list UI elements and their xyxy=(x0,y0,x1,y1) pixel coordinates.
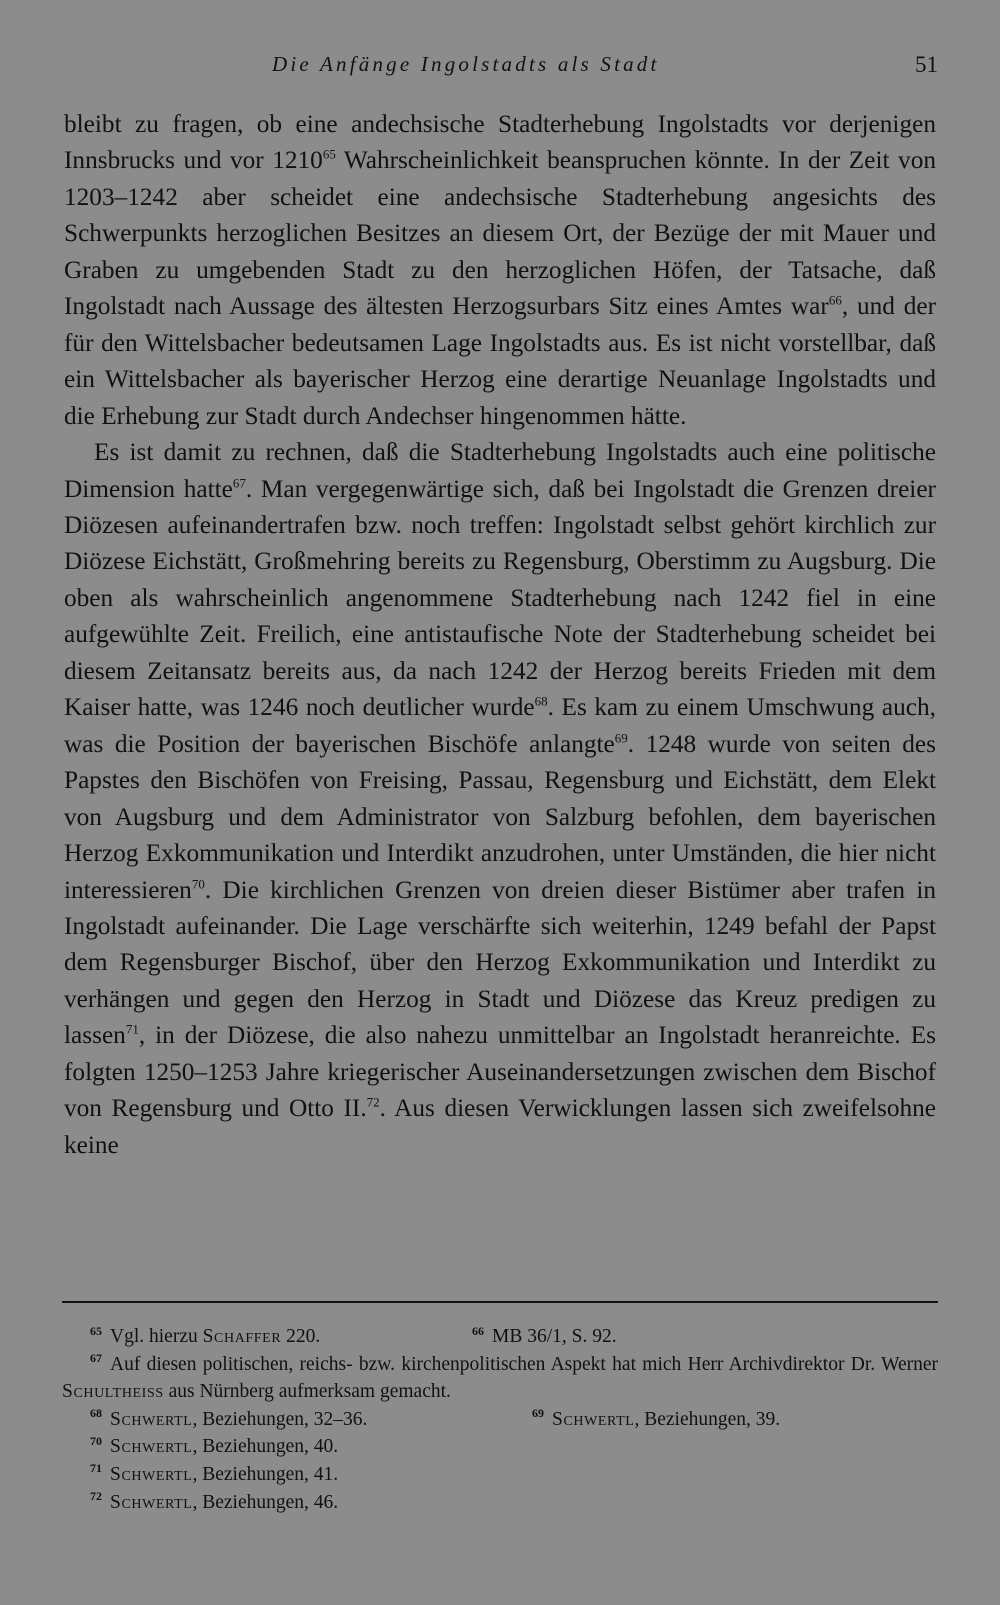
author-name: Schwertl xyxy=(552,1408,635,1430)
footnote-text: , Beziehungen, 46. xyxy=(192,1491,339,1513)
footnote-ref-72[interactable]: 72 xyxy=(366,1094,380,1110)
footnote-ref-68[interactable]: 68 xyxy=(534,693,548,709)
author-name: Schultheiss xyxy=(62,1381,164,1403)
footnote-text: , Beziehungen, 41. xyxy=(192,1463,339,1485)
footnote-ref-65[interactable]: 65 xyxy=(322,147,336,163)
footnote-text: 220. xyxy=(281,1326,321,1347)
text-run: , und der für den Wittelsbacher bedeutsamen Lage Ingolstadts aus. Es ist nicht vorstellbar, daß ein Wittelsbacher als bayerischer Herzog eine derartige Neuanlage Ingolstadts und die Erhebung zur Stadt durch Andechser hingenommen hätte. xyxy=(64,292,936,430)
footnote-row xyxy=(62,1433,938,1461)
footnote-ref-67[interactable]: 67 xyxy=(232,475,246,491)
footnote-number: 65 xyxy=(90,1323,102,1338)
author-name: Schwertl xyxy=(110,1491,193,1513)
footnote-text: Vgl. hierzu xyxy=(110,1326,203,1347)
author-name: Schwertl xyxy=(110,1436,193,1458)
footnote-ref-69[interactable]: 69 xyxy=(614,730,628,746)
footnote-71 xyxy=(90,1461,338,1489)
footnote-row xyxy=(62,1406,938,1434)
footnote-65 xyxy=(90,1323,320,1351)
paragraph-2 xyxy=(64,434,936,1163)
footnote-ref-71[interactable]: 71 xyxy=(125,1021,139,1037)
author-name: Schaffer xyxy=(202,1326,282,1347)
footnote-row xyxy=(62,1323,938,1351)
footnote-70 xyxy=(90,1433,338,1461)
author-name: Schwertl xyxy=(110,1463,193,1485)
footnote-text: Auf diesen politischen, reichs- bzw. kirchenpolitischen Aspekt hat mich Herr Archivdirektor Dr. Werner xyxy=(110,1353,938,1375)
footnote-row xyxy=(62,1489,938,1517)
text-run: Wahrscheinlichkeit beanspruchen könnte. In der Zeit von 1203–1242 aber scheidet eine andechsische Stadterhebung angesichts des Schwerpunkts herzoglichen Besitzes an diesem Ort, der Bezüge der mit Mauer und Graben zu umgebenden Stadt zu den herzoglichen Höfen, der Tatsache, daß Ingolstadt nach Aussage des ältesten Herzogsurbars Sitz eines Amtes war xyxy=(64,146,936,321)
running-head-title: Die Anfänge Ingolstadts als Stadt xyxy=(272,52,660,76)
text-run: , in der Diözese, die also nahezu unmittelbar an Ingolstadt heranreichte. Es folgten 1250–1253 Jahre kriegerischer Auseinandersetzungen zwischen dem Bischof von Regensburg und Otto II. xyxy=(64,1021,936,1123)
text-run: . Aus diesen Verwicklungen lassen sich zweifelsohne keine xyxy=(64,1094,937,1159)
text-run: . Die kirchlichen Grenzen von dreien dieser Bistümer aber trafen in Ingolstadt aufeinander. Die Lage verschärfte sich weiterhin, 1249 befahl der Papst dem Regensburger Bischof, über den Herzog Exkommunikation und Interdikt zu verhängen und gegen den Herzog in Stadt und Diözese das Kreuz predigen zu lassen xyxy=(64,875,936,1050)
footnote-number: 66 xyxy=(472,1323,484,1338)
page-number: 51 xyxy=(915,52,938,77)
paragraph-1 xyxy=(64,106,936,434)
footnote-divider xyxy=(62,1301,938,1303)
text-run: . 1248 wurde von seiten des Papstes den Bischöfen von Freising, Passau, Regensburg und Eichstätt, dem Elekt von Augsburg und dem Administrator von Salzburg befohlen, dem bayerischen Herzog Exkommunikation und Interdikt anzudrohen, unter Umständen, die hier nicht interessieren xyxy=(64,729,936,904)
footnote-number: 71 xyxy=(90,1461,102,1476)
footnote-number: 67 xyxy=(90,1351,102,1366)
author-name: Schwertl xyxy=(110,1408,193,1430)
footnote-text: aus Nürnberg aufmerksam gemacht. xyxy=(163,1381,451,1403)
text-run: bleibt zu fragen, ob eine andechsische Stadterhebung Ingolstadts vor derjenigen Innsbrucks und vor 1210 xyxy=(64,110,936,175)
footnote-69 xyxy=(532,1406,780,1434)
text-run: . Es kam zu einem Umschwung auch, was die Position der bayerischen Bischöfe anlangte xyxy=(64,693,936,758)
footnote-number: 70 xyxy=(90,1433,102,1448)
footnote-72 xyxy=(90,1489,338,1517)
footnote-number: 69 xyxy=(532,1406,544,1421)
footnote-row xyxy=(62,1461,938,1489)
text-run: Es ist damit zu rechnen, daß die Stadterhebung Ingolstadts auch eine politische Dimension hatte xyxy=(64,438,936,503)
book-page xyxy=(62,0,938,1605)
footnote-text: MB 36/1, S. 92. xyxy=(492,1326,617,1347)
running-head xyxy=(62,48,938,88)
footnote-text: , Beziehungen, 32–36. xyxy=(192,1408,368,1430)
footnote-text: , Beziehungen, 39. xyxy=(634,1408,781,1430)
footnote-ref-70[interactable]: 70 xyxy=(191,876,205,892)
footnote-67 xyxy=(62,1351,938,1406)
footnote-66 xyxy=(472,1323,617,1351)
footnote-ref-66[interactable]: 66 xyxy=(828,292,842,308)
body-text xyxy=(64,106,936,1163)
footnote-number: 68 xyxy=(90,1406,102,1421)
text-run: . Man vergegenwärtige sich, daß bei Ingolstadt die Grenzen dreier Diözesen aufeinandertrafen bzw. noch treffen: Ingolstadt selbst gehört kirchlich zur Diözese Eichstätt, Großmehring bereits zu Regensburg, Oberstimm zu Augsburg. Die oben als wahrscheinlich angenommene Stadterhebung nach 1242 fiel in eine aufgewühlte Zeit. Freilich, eine antistaufische Note der Stadterhebung scheidet bei diesem Zeitansatz bereits aus, da nach 1242 der Herzog bereits Frieden mit dem Kaiser hatte, was 1246 noch deutlicher wurde xyxy=(64,474,936,722)
footnote-text: , Beziehungen, 40. xyxy=(192,1436,339,1458)
footnote-68 xyxy=(90,1406,367,1434)
footnote-number: 72 xyxy=(90,1489,102,1504)
footnotes xyxy=(62,1323,938,1516)
